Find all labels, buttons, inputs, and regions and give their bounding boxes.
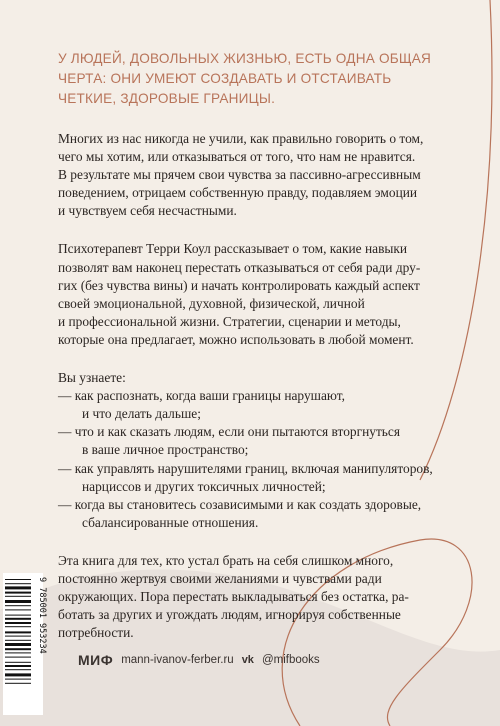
barcode-bar (5, 583, 31, 584)
barcode-bar (5, 643, 31, 646)
list-line: — когда вы становитесь созависимыми и как создать здоровые, (58, 496, 422, 512)
barcode-bar (5, 600, 31, 603)
list-line: нарциссов и других токсичных личностей; (82, 478, 326, 494)
headline (58, 49, 458, 109)
text-line: чего мы хотим, или отказываться от того, что нам не нравится. (58, 149, 416, 165)
back-cover-text (58, 49, 458, 662)
text-line: потребности. (58, 625, 134, 641)
text-line: поведением, отрицаем собственную правду, подавляем эмоции (58, 185, 418, 201)
barcode-bar (5, 592, 31, 594)
barcode-bar (5, 615, 31, 616)
paragraph-audience (58, 552, 458, 642)
list-line: и что делать дальше; (82, 406, 201, 422)
text-line: и профессиональной жизни. Стратегии, сценарии и методы, (58, 313, 401, 329)
learning-list (58, 369, 458, 532)
text-line: гих (без чувства вины) и начать контролировать каждый аспект (58, 277, 420, 293)
barcode-bar (5, 626, 31, 627)
barcode-bar (5, 665, 31, 667)
barcode-bar (5, 631, 31, 633)
barcode-graphic (3, 573, 47, 715)
text-line: Эта книга для тех, кто устал брать на себя слишком много, (58, 552, 394, 568)
text-line: постоянно жертвуя своими желаниями и чувствами ради (58, 570, 382, 586)
list-intro: Вы узнаете: (58, 370, 126, 386)
list-line: — как распознать, когда ваши границы нарушают, (58, 388, 345, 404)
barcode-bar (5, 609, 31, 610)
barcode-bar (5, 596, 31, 597)
barcode-bar (5, 662, 31, 663)
text-line: В результате мы прячем свои чувства за пассивно-агрессивным (58, 167, 421, 183)
barcode-bar (5, 669, 31, 670)
barcode-bar (5, 652, 31, 653)
text-line: позволят вам наконец перестать отказываться от себя ради дру- (58, 259, 421, 275)
list-line: — что и как сказать людям, если они пытаются вторгнуться (58, 424, 401, 440)
barcode-bar (5, 605, 31, 606)
list-line: в ваше личное пространство; (82, 442, 249, 458)
headline-line: ЧЕРТА: ОНИ УМЕЮТ СОЗДАВАТЬ И ОТСТАИВАТЬ (58, 71, 392, 86)
barcode-bar (5, 640, 31, 641)
barcode-number: 9 785001 953234 (37, 577, 47, 654)
barcode-bar (5, 579, 31, 580)
text-line: которые она предлагает, можно использовать в любой момент. (58, 331, 414, 347)
text-line: Психотерапевт Терри Коул рассказывает о том, какие навыки (58, 241, 408, 257)
barcode-bar (5, 673, 31, 676)
barcode-bar (5, 657, 31, 658)
barcode-bar (5, 586, 31, 589)
barcode-bar (5, 648, 31, 650)
barcode-bar (5, 636, 31, 637)
text-line: Многих из нас никогда не учили, как правильно говорить о том, (58, 131, 424, 146)
paragraph-author (58, 240, 458, 349)
barcode-bar (5, 622, 31, 624)
text-line: и чувствуем себя несчастными. (58, 203, 237, 219)
publisher-logo: МИФ (78, 652, 114, 668)
headline-line: ЧЕТКИЕ, ЗДОРОВЫЕ ГРАНИЦЫ. (58, 91, 276, 106)
text-line: окружающих. Пора перестать выкладываться без остатка, ра- (58, 589, 409, 605)
paragraph-intro (58, 130, 458, 220)
text-line: ботать за других и угождать людям, игнорируя собственные (58, 607, 401, 623)
publisher-footer (78, 652, 320, 668)
barcode-bar (5, 683, 31, 684)
text-line: своей эмоциональной, духовной, физической, личной (58, 295, 365, 311)
vk-icon: vk (241, 654, 254, 666)
list-line: сбалансированные отношения. (82, 514, 259, 530)
isbn-barcode (3, 573, 47, 715)
headline-line: У ЛЮДЕЙ, ДОВОЛЬНЫХ ЖИЗНЬЮ, ЕСТЬ ОДНА ОБЩАЯ (58, 51, 432, 66)
social-handle-link[interactable]: @mifbooks (261, 654, 320, 666)
publisher-site-link[interactable]: mann-ivanov-ferber.ru (121, 654, 234, 666)
barcode-bar (5, 618, 31, 620)
barcode-bar (5, 679, 31, 680)
list-line: — как управлять нарушителями границ, включая манипуляторов, (58, 460, 433, 476)
